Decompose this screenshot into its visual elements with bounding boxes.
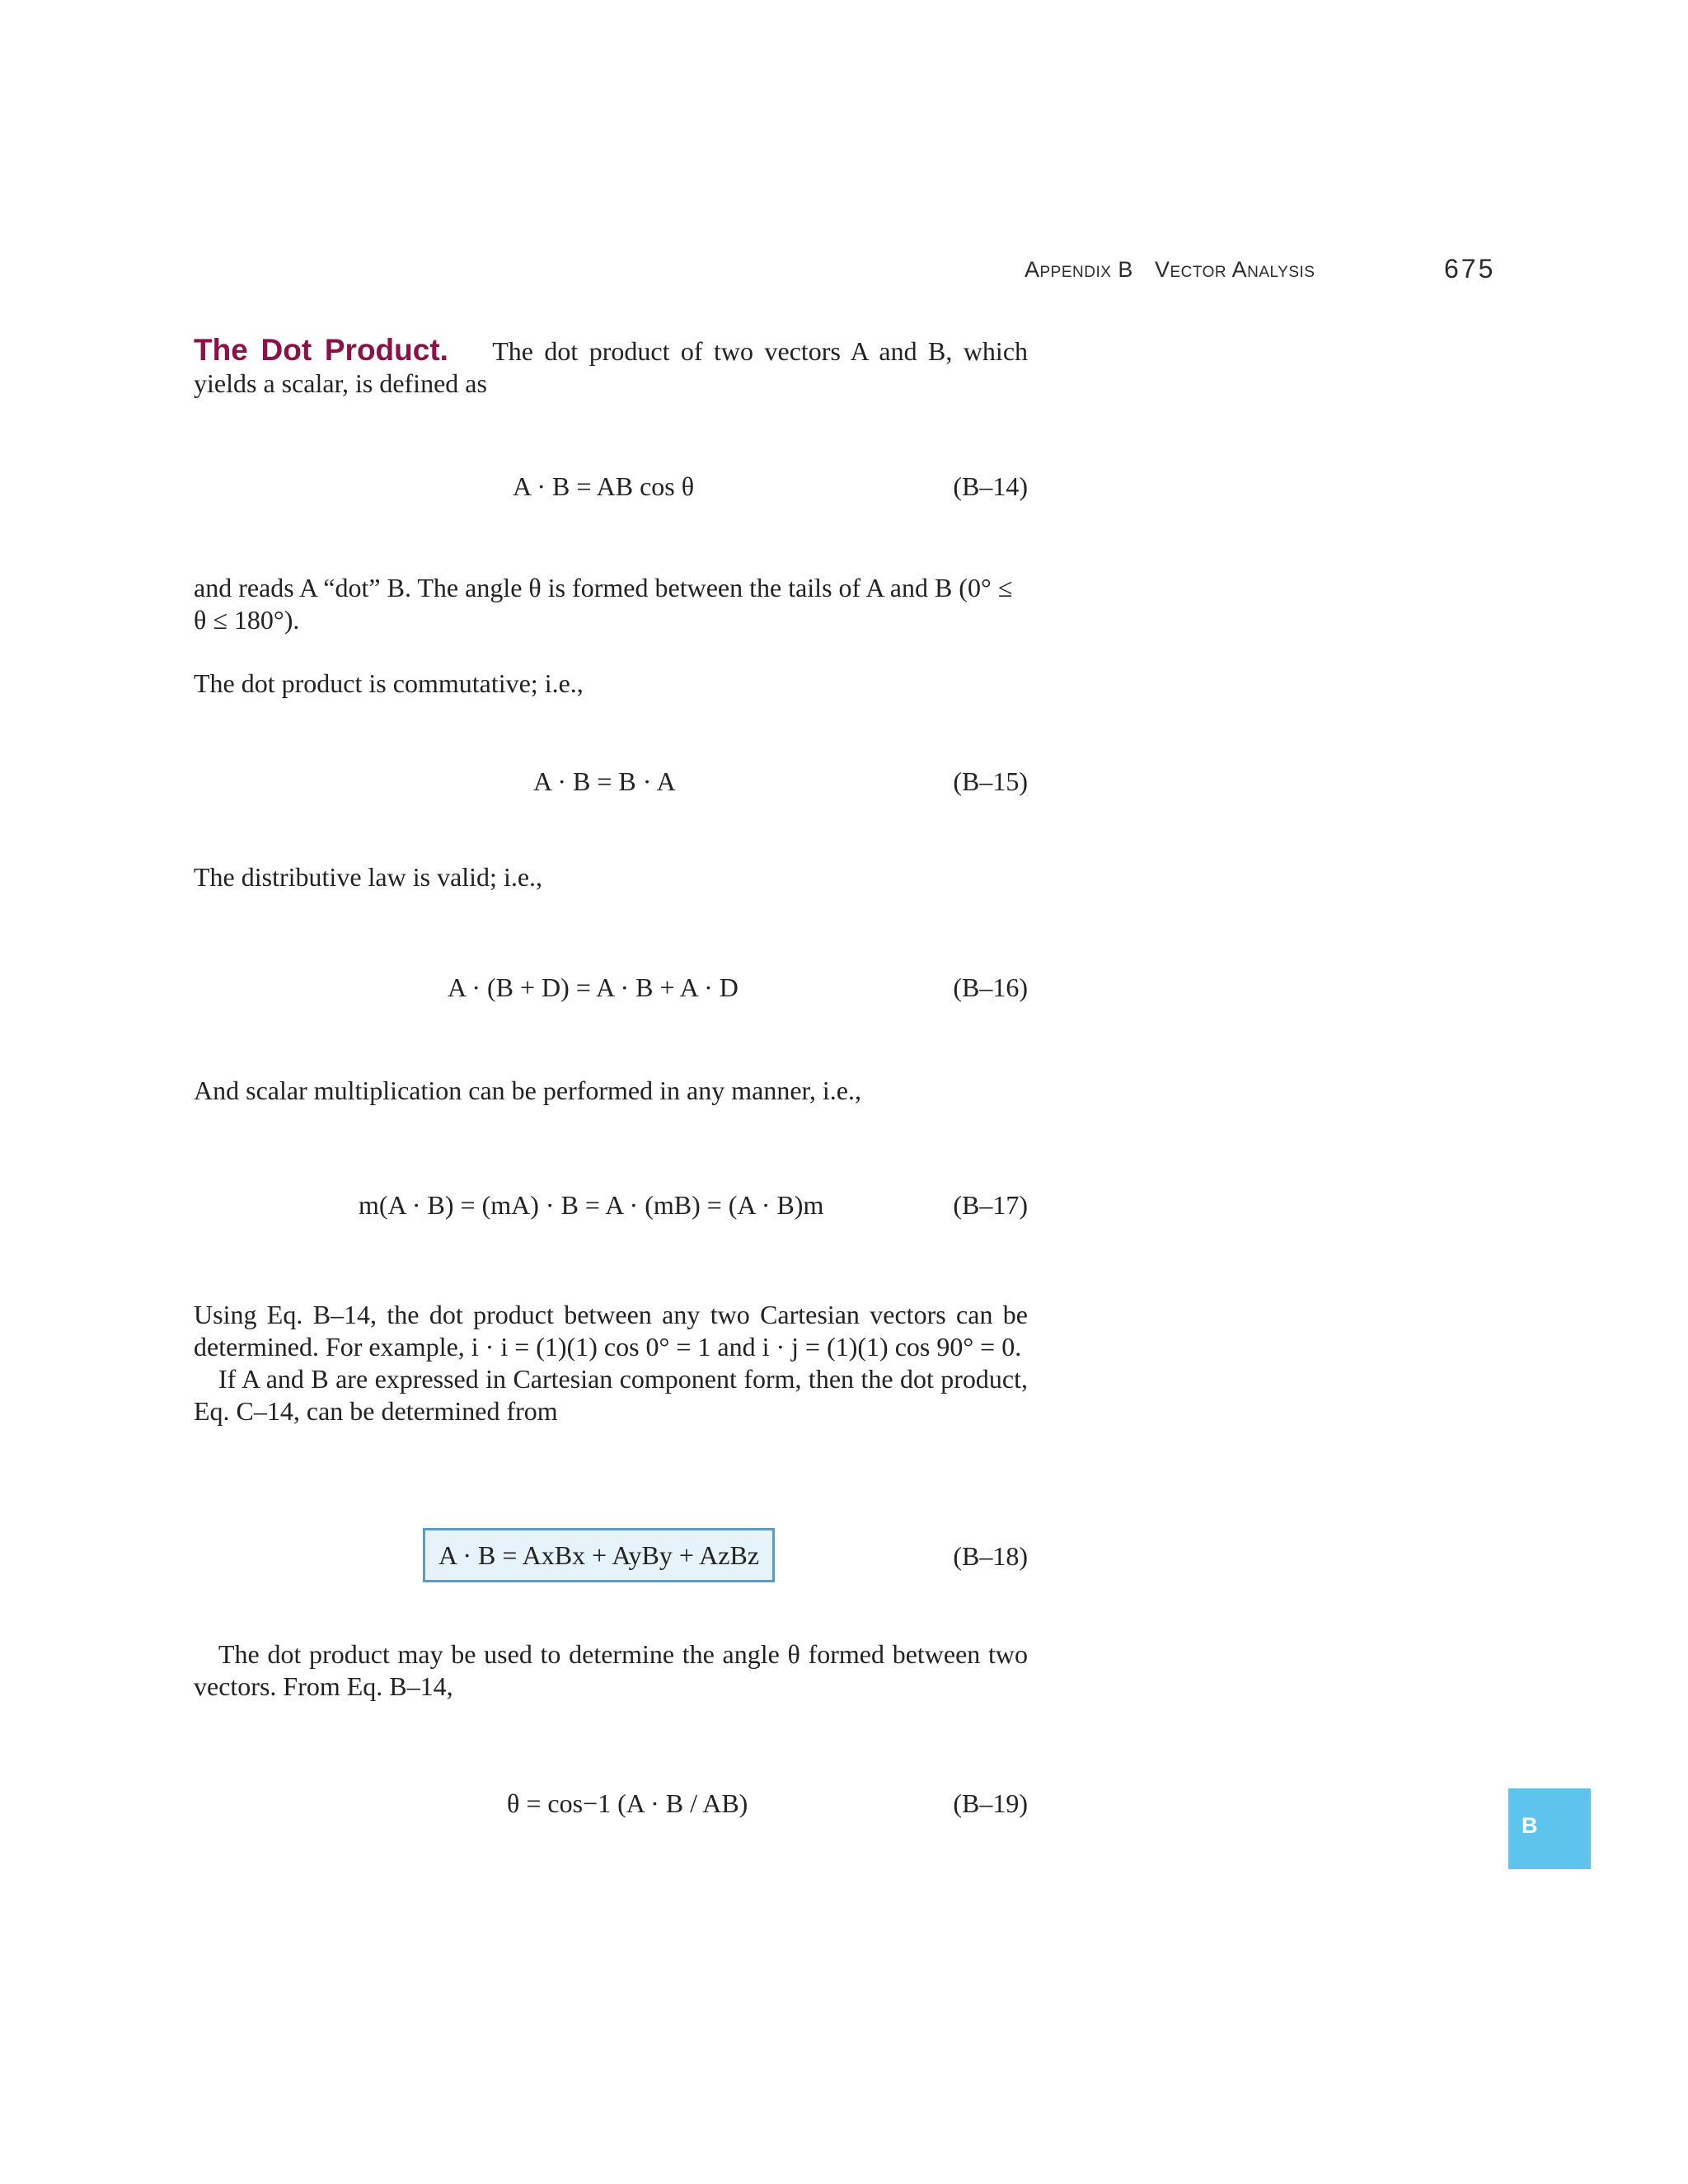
commutative-block [194, 668, 1028, 700]
distributive-paragraph: The distributive law is valid; i.e., [194, 862, 543, 892]
equation-b17-expr: m(A · B) = (mA) · B = A · (mB) = (A · B)m [359, 1190, 824, 1220]
equation-b16-label: (B–16) [953, 972, 1028, 1002]
appendix-side-tab [1508, 1788, 1591, 1869]
page-number: 675 [1444, 254, 1496, 284]
equation-b19-label: (B–19) [953, 1788, 1028, 1818]
scalar-block [194, 1075, 1028, 1107]
distributive-block [194, 861, 1028, 893]
equation-b19-expr: θ = cos−1 (A · B / AB) [507, 1788, 748, 1818]
equation-b17 [194, 1188, 1028, 1238]
section-heading: The Dot Product. [194, 333, 448, 367]
intro-text: The dot product of two vectors A and B, which yields a scalar, is defined as [194, 336, 1029, 398]
equation-b16 [194, 971, 1028, 1020]
equation-b14-expr: A · B = AB cos θ [513, 471, 695, 501]
equation-b18 [194, 1540, 1028, 1589]
equation-b15 [194, 765, 1028, 814]
equation-b15-label: (B–15) [953, 766, 1028, 796]
angle-paragraph: The dot product may be used to determine the angle θ formed between two vectors. From Eq. B–14, [194, 1639, 1029, 1701]
using-paragraph: Using Eq. B–14, the dot product between any two Cartesian vectors can be determined. For example, i · i = (1)(1) cos 0° = 1 and i · j = (1)(1) cos 90° = 0. [194, 1300, 1028, 1361]
equation-b18-label: (B–18) [953, 1541, 1028, 1571]
scalar-paragraph: And scalar multiplication can be performed in any manner, i.e., [194, 1076, 861, 1105]
equation-b14-label: (B–14) [953, 471, 1028, 501]
running-head [1025, 257, 1315, 283]
equation-b17-label: (B–17) [953, 1190, 1028, 1220]
intro-paragraph [194, 334, 1028, 400]
reads-paragraph: and reads A “dot” B. The angle θ is formed between the tails of A and B (0° ≤ θ ≤ 180°). [194, 573, 1013, 635]
chapter-title: Vector Analysis [1154, 257, 1315, 282]
cartesian-block [194, 1299, 1028, 1427]
equation-b19 [194, 1787, 1028, 1836]
if-paragraph: If A and B are expressed in Cartesian component form, then the dot product, Eq. C–14, can be determined from [194, 1364, 1028, 1426]
equation-b18-box [423, 1528, 775, 1582]
equation-b18-expr: A · B = AxBx + AyBy + AzBz [438, 1540, 760, 1570]
commutative-paragraph: The dot product is commutative; i.e., [194, 668, 584, 698]
equation-b14 [194, 470, 1028, 519]
equation-b16-expr: A · (B + D) = A · B + A · D [448, 972, 738, 1002]
appendix-tab-label: B [1522, 1813, 1538, 1838]
reads-block [194, 572, 1028, 636]
angle-block [194, 1638, 1028, 1703]
appendix-label: Appendix B [1025, 257, 1133, 282]
section-intro [194, 334, 1028, 400]
equation-b15-expr: A · B = B · A [533, 766, 676, 796]
